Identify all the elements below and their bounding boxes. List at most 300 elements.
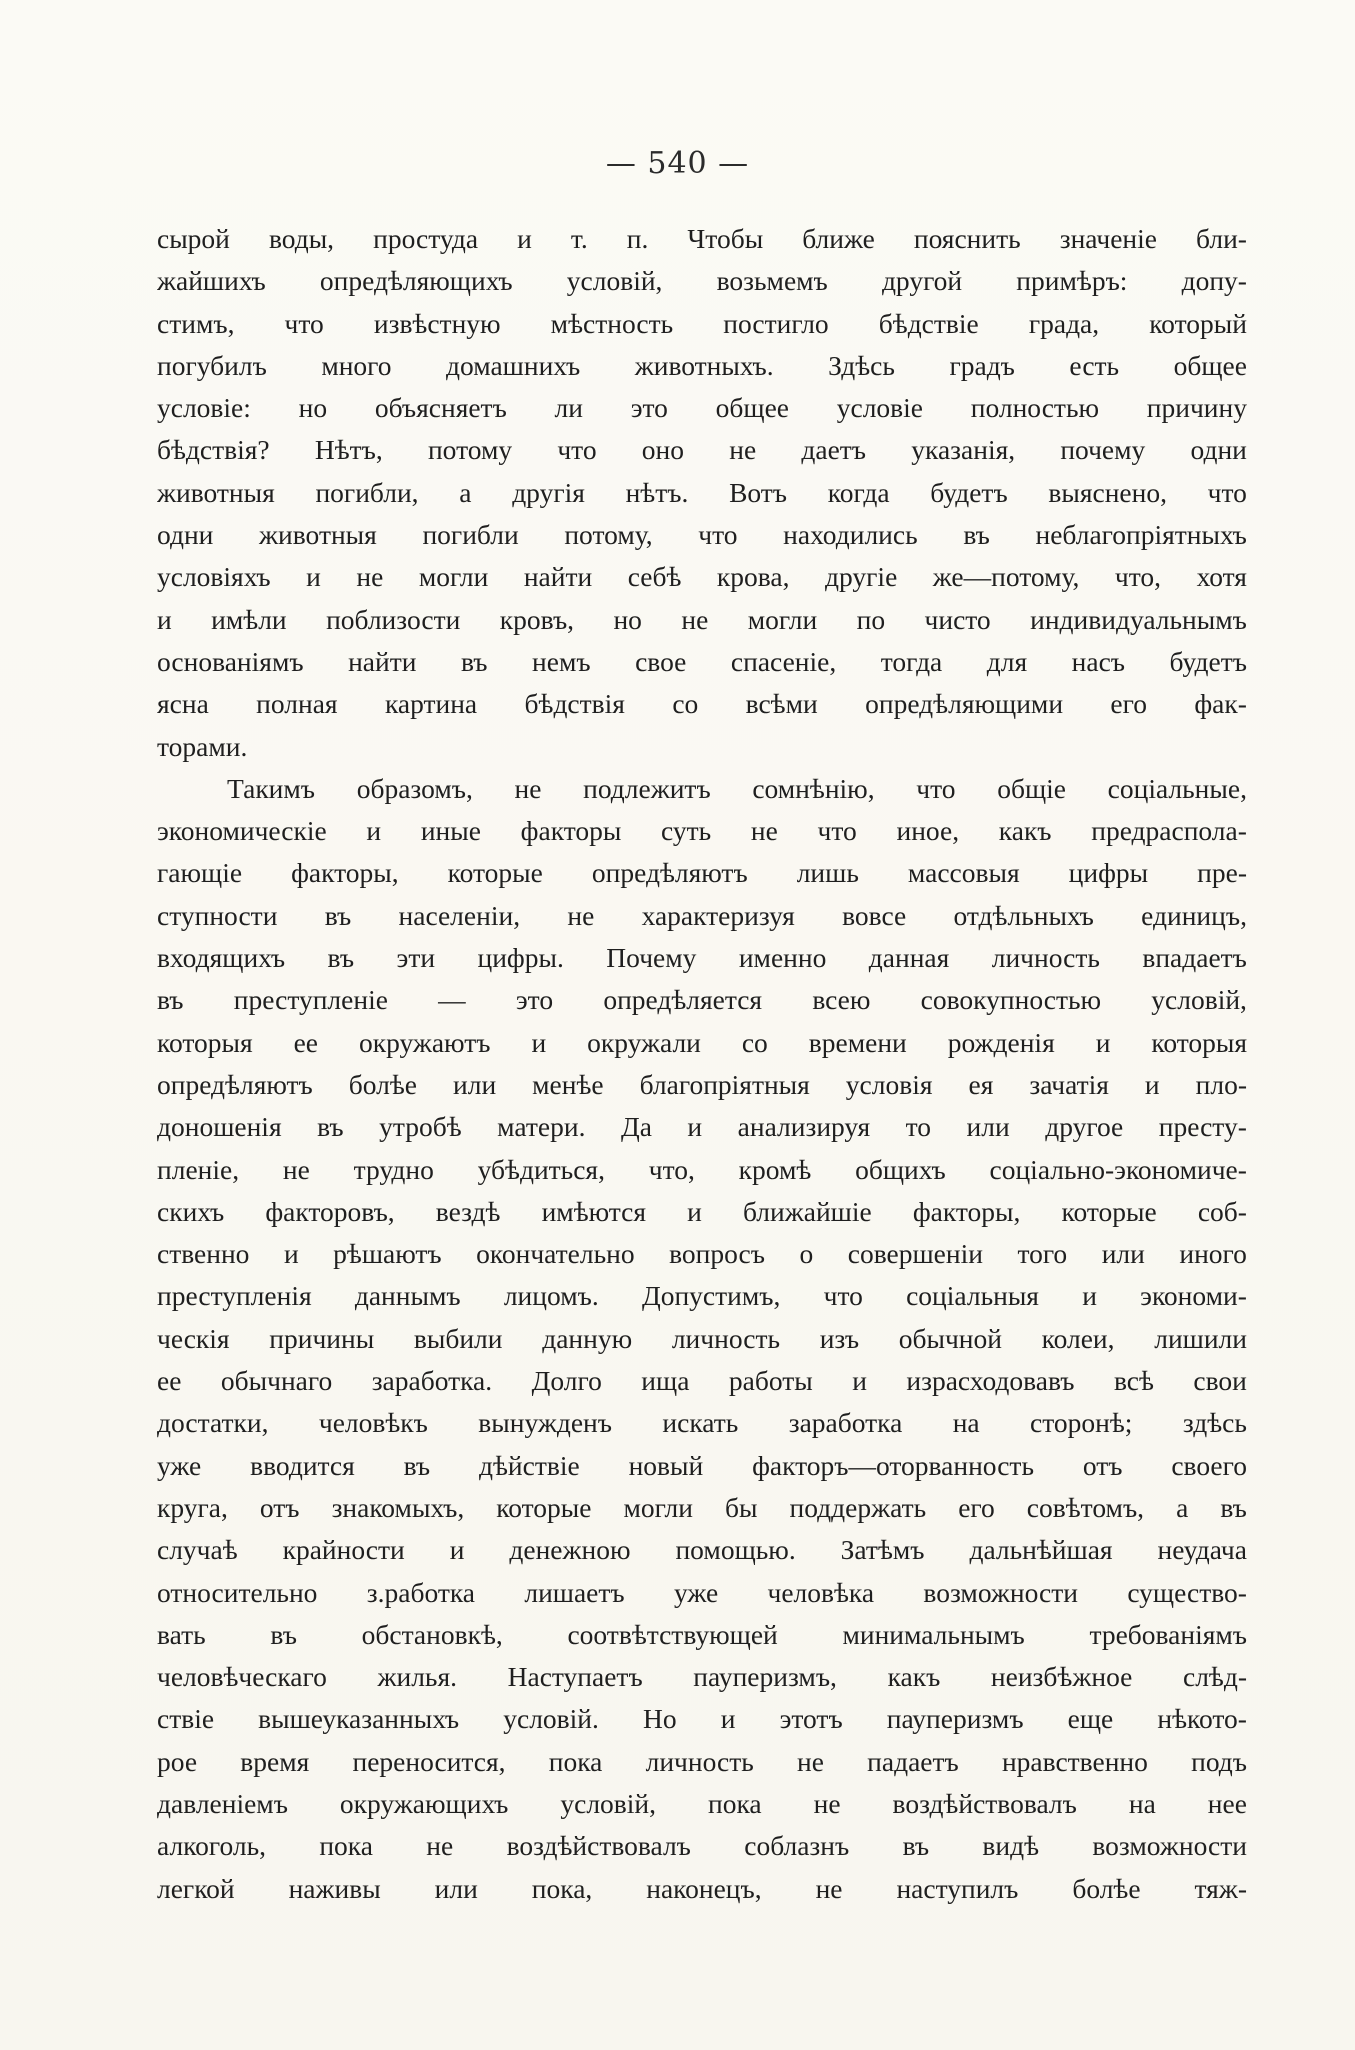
word: и — [306, 561, 321, 593]
word: условій. — [503, 1703, 599, 1735]
word: могли — [747, 603, 818, 635]
text-line — [157, 937, 1247, 979]
word: скихъ — [157, 1195, 225, 1227]
word: и — [852, 1365, 867, 1397]
word: вездѣ — [435, 1195, 501, 1227]
word: ближе — [802, 223, 875, 254]
word: на — [1128, 1787, 1156, 1819]
word: Почему — [606, 942, 697, 974]
word: домашнихъ — [446, 349, 581, 381]
word: Затѣмъ — [840, 1534, 925, 1566]
word: спасеніе, — [730, 645, 837, 677]
word: что — [1207, 476, 1247, 508]
word: входящихъ — [157, 942, 286, 974]
word: преступленія — [157, 1280, 312, 1312]
word: постигло — [723, 307, 829, 339]
word: ея — [968, 1068, 994, 1100]
word: характеризуя — [641, 899, 795, 931]
text-line — [157, 429, 1247, 471]
text-line — [157, 1656, 1247, 1698]
word: существо- — [1127, 1576, 1247, 1608]
word: извѣстную — [373, 307, 501, 339]
word: не — [681, 603, 709, 635]
word: а — [459, 476, 472, 508]
word: возможности — [923, 1576, 1078, 1608]
word: находились — [783, 519, 918, 551]
word: алкоголь, — [157, 1830, 267, 1862]
word: всею — [812, 984, 871, 1016]
word: кровъ, — [499, 603, 575, 635]
word: и — [687, 1111, 703, 1143]
word: видѣ — [982, 1830, 1040, 1862]
word: работы — [728, 1365, 813, 1397]
word: не — [356, 561, 384, 593]
word: переносится, — [352, 1745, 506, 1777]
word: ее — [293, 1026, 319, 1058]
word: что, — [1114, 561, 1162, 593]
word: падаетъ — [867, 1745, 959, 1777]
text-line — [157, 1149, 1247, 1191]
word: потому, — [564, 519, 653, 551]
word: поблизости — [326, 603, 461, 635]
word: въ — [157, 984, 184, 1016]
word: Чтобы — [687, 223, 764, 254]
word: личность — [671, 1322, 781, 1354]
text-line — [157, 683, 1247, 725]
word: не — [567, 899, 595, 931]
word: израсходовавъ — [906, 1365, 1075, 1397]
word: своего — [1171, 1449, 1247, 1481]
word: заработка — [788, 1407, 903, 1439]
word: бѣдствіе — [878, 307, 979, 339]
word: жайшихъ — [157, 265, 266, 297]
word: наступилъ — [896, 1872, 1019, 1904]
word: другой — [881, 265, 963, 297]
word: много — [321, 349, 392, 381]
word: и — [1095, 1026, 1111, 1058]
paragraph — [157, 768, 1247, 1910]
text-line — [157, 1360, 1247, 1402]
word: не — [729, 434, 757, 466]
word: отдѣльныхъ — [953, 899, 1094, 931]
word: причины — [269, 1322, 375, 1354]
word: обстановкѣ, — [361, 1618, 503, 1650]
word: данная — [868, 942, 950, 974]
word: погибли, — [315, 476, 419, 508]
word: доношенія — [157, 1111, 282, 1143]
word: факторъ—оторванность — [752, 1449, 1034, 1481]
word: стимъ, — [157, 307, 235, 339]
word: знакомыхъ, — [331, 1491, 465, 1523]
text-line — [157, 1868, 1247, 1910]
word: не — [514, 772, 542, 804]
word: найти — [523, 561, 593, 593]
page-number: — 540 — — [605, 146, 750, 181]
word: потому — [427, 434, 513, 466]
word: данную — [542, 1322, 633, 1354]
word: что — [916, 772, 956, 804]
word: подъ — [1191, 1745, 1247, 1777]
word: Нѣтъ, — [314, 434, 383, 466]
word: и — [157, 603, 172, 635]
word: убѣдиться, — [477, 1153, 605, 1185]
word: времени — [808, 1026, 907, 1058]
word: случаѣ — [157, 1534, 238, 1566]
word: выяснено, — [1048, 476, 1167, 508]
text-line — [157, 556, 1247, 598]
word: не — [797, 1745, 824, 1777]
word: рое — [157, 1745, 198, 1777]
word: условій, — [560, 1787, 657, 1819]
word: воздѣйствовалъ — [892, 1787, 1077, 1819]
word: болѣе — [1072, 1872, 1141, 1904]
word: п. — [626, 223, 649, 254]
word: полностью — [970, 392, 1100, 424]
word: обычнаго — [220, 1365, 333, 1397]
word: нее — [1207, 1787, 1247, 1819]
word: престу- — [1158, 1111, 1247, 1143]
word: индивидуальнымъ — [1030, 603, 1247, 635]
word: утробѣ — [379, 1111, 462, 1143]
word: что — [557, 434, 597, 466]
text-line — [157, 1445, 1247, 1487]
word: примѣръ: — [1016, 265, 1128, 297]
word: могли — [418, 561, 489, 593]
word: животныя — [157, 476, 275, 508]
word: тяж- — [1194, 1872, 1247, 1904]
text-line — [157, 1783, 1247, 1825]
word: личность — [645, 1745, 754, 1777]
text-line — [157, 1064, 1247, 1106]
word: которые — [447, 857, 543, 889]
word: но — [613, 603, 642, 635]
word: экономическіе — [157, 815, 327, 847]
word: со — [672, 688, 699, 720]
word: вынужденъ — [478, 1407, 612, 1439]
word: объясняетъ — [374, 392, 507, 424]
word: вышеуказанныхъ — [258, 1703, 460, 1735]
word: пауперизмъ, — [693, 1661, 837, 1693]
word: слѣд- — [1182, 1661, 1247, 1693]
body-text — [157, 218, 1247, 1910]
word: по — [856, 603, 886, 635]
text-line — [157, 472, 1247, 514]
word: въ — [403, 1449, 431, 1481]
word: и — [531, 1026, 547, 1058]
word: которыя — [1151, 1026, 1247, 1058]
word: пока, — [531, 1872, 593, 1904]
word: населеніи, — [398, 899, 521, 931]
word: оно — [641, 434, 685, 466]
word: пока — [548, 1745, 603, 1777]
word: одни — [1190, 434, 1247, 466]
word: воды, — [268, 223, 335, 254]
word: бѣдствія — [524, 688, 625, 720]
word: соціальные, — [1107, 772, 1247, 804]
word: даетъ — [801, 434, 867, 466]
word: всѣми — [745, 688, 818, 720]
word: менѣе — [532, 1068, 604, 1100]
word: неизбѣжное — [990, 1661, 1133, 1693]
word: или — [434, 1872, 478, 1904]
text-line — [157, 726, 1247, 768]
word: пре- — [1197, 857, 1247, 889]
word: относительно — [157, 1576, 318, 1608]
word: единицъ, — [1141, 899, 1247, 931]
word: помощью. — [675, 1534, 796, 1566]
word: какъ — [998, 815, 1052, 847]
word: общихъ — [855, 1153, 946, 1185]
word: Допустимъ, — [641, 1280, 781, 1312]
text-line — [157, 1106, 1247, 1148]
word: гающіе — [157, 857, 243, 889]
word: погубилъ — [157, 349, 267, 381]
word: сторонѣ; — [1030, 1407, 1133, 1439]
word: что — [284, 307, 324, 339]
word: ее — [157, 1365, 182, 1397]
word: значеніе — [1059, 223, 1157, 254]
word: неблагопріятныхъ — [1035, 519, 1247, 551]
word: преступленіе — [233, 984, 388, 1016]
word: вводится — [250, 1449, 355, 1481]
word: а — [1176, 1491, 1189, 1523]
word: уже — [157, 1449, 202, 1481]
word: воздѣйствовалъ — [506, 1830, 691, 1862]
word: то — [905, 1111, 932, 1143]
word: рѣшаютъ — [333, 1238, 442, 1270]
text-line — [157, 218, 1247, 260]
word: въ — [460, 645, 488, 677]
word: возможности — [1092, 1830, 1247, 1862]
word: совѣтомъ, — [1026, 1491, 1145, 1523]
word: опредѣляется — [603, 984, 763, 1016]
word: свое — [635, 645, 687, 677]
word: время — [240, 1745, 310, 1777]
text-line — [157, 979, 1247, 1021]
text-line — [157, 852, 1247, 894]
word: пло- — [1195, 1068, 1247, 1100]
word: и — [1144, 1068, 1160, 1100]
word: вать — [157, 1618, 206, 1650]
word: изъ — [819, 1322, 860, 1354]
word: фак- — [1194, 688, 1247, 720]
word: рожденія — [947, 1026, 1055, 1058]
word: общее — [715, 392, 790, 424]
text-line — [157, 1572, 1247, 1614]
word: пленіе, — [157, 1153, 240, 1185]
word: колеи, — [1041, 1322, 1115, 1354]
word: наживы — [288, 1872, 381, 1904]
word: кромѣ — [738, 1153, 812, 1185]
word: одни — [157, 519, 214, 551]
word: торами. — [157, 730, 248, 762]
word: могли — [623, 1491, 693, 1523]
word: простуда — [373, 223, 479, 254]
word: его — [1110, 688, 1147, 720]
word: Но — [643, 1703, 677, 1735]
word: трудно — [353, 1153, 434, 1185]
word: окончательно — [476, 1238, 635, 1270]
word: въ — [317, 1111, 344, 1143]
word: иного — [1179, 1238, 1247, 1270]
word: пояснить — [913, 223, 1021, 254]
word: Здѣсь — [828, 349, 895, 381]
word: здѣсь — [1182, 1407, 1247, 1439]
word: впадаетъ — [1142, 942, 1247, 974]
word: человѣкъ — [318, 1407, 428, 1439]
text-line — [157, 1233, 1247, 1275]
word: но — [298, 392, 328, 424]
word: градъ — [949, 349, 1015, 381]
word: нѣкото- — [1157, 1703, 1247, 1735]
word: соотвѣтствующей — [567, 1618, 778, 1650]
word: условіе — [836, 392, 924, 424]
word: совершеніи — [847, 1238, 983, 1270]
word: человѣка — [767, 1576, 875, 1608]
word: какъ — [887, 1661, 941, 1693]
word: минимальнымъ — [842, 1618, 1025, 1650]
word: или — [966, 1111, 1010, 1143]
word: этотъ — [779, 1703, 843, 1735]
text-line — [157, 514, 1247, 556]
word: что — [817, 815, 857, 847]
word: животныя — [259, 519, 377, 551]
text-line — [157, 895, 1247, 937]
word: крайности — [282, 1534, 405, 1566]
word: или — [453, 1068, 497, 1100]
word: имѣются — [541, 1195, 647, 1227]
word: отъ — [259, 1491, 300, 1523]
word: погибли — [422, 519, 519, 551]
word: и — [517, 223, 532, 254]
text-line — [157, 1698, 1247, 1740]
word: иные — [420, 815, 481, 847]
word: условіе: — [157, 392, 251, 424]
word: въ — [324, 899, 352, 931]
word: въ — [1220, 1491, 1247, 1523]
word: образомъ, — [356, 772, 473, 804]
word: себѣ — [627, 561, 682, 593]
text-line — [157, 1275, 1247, 1317]
word: сырой — [157, 223, 230, 254]
word: заработка. — [371, 1365, 493, 1397]
word: Вотъ — [729, 476, 788, 508]
text-line — [157, 1741, 1247, 1783]
word: со — [741, 1026, 768, 1058]
word: Да — [620, 1111, 652, 1143]
word: з.работка — [366, 1576, 476, 1608]
word: — — [438, 984, 466, 1016]
word: отъ — [1082, 1449, 1123, 1481]
word: бы — [725, 1491, 758, 1523]
word: подлежитъ — [583, 772, 711, 804]
word: не — [750, 815, 778, 847]
word: града, — [1028, 307, 1100, 339]
word: чисто — [924, 603, 991, 635]
text-line — [157, 1191, 1247, 1233]
word: дальнѣйшая — [969, 1534, 1113, 1566]
word: вовсе — [842, 899, 907, 931]
word: указанія, — [911, 434, 1016, 466]
text-line — [157, 641, 1247, 683]
word: полная — [256, 688, 338, 720]
word: человѣческаго — [157, 1661, 327, 1693]
word: факторовъ, — [265, 1195, 395, 1227]
word: факторы, — [291, 857, 399, 889]
word: условіяхъ — [157, 561, 271, 593]
word: немъ — [532, 645, 591, 677]
word: животныхъ. — [634, 349, 774, 381]
word: лицомъ. — [503, 1280, 599, 1312]
word: условій, — [1151, 984, 1247, 1016]
word: цифры. — [477, 942, 564, 974]
word: опредѣляютъ — [591, 857, 748, 889]
word: соціальныя — [906, 1280, 1039, 1312]
word: ступности — [157, 899, 278, 931]
word: вопросъ — [669, 1238, 765, 1270]
word: въ — [902, 1830, 930, 1862]
text-line — [157, 599, 1247, 641]
word: допу- — [1181, 265, 1247, 297]
word: и — [687, 1195, 702, 1227]
word: есть — [1069, 349, 1120, 381]
word: окружали — [587, 1026, 701, 1058]
word: въ — [327, 942, 355, 974]
word: матери. — [497, 1111, 586, 1143]
word: зачатія — [1029, 1068, 1109, 1100]
word: общее — [1173, 349, 1247, 381]
text-line — [157, 1614, 1247, 1656]
word: и — [720, 1703, 736, 1735]
word: условій, — [566, 265, 663, 297]
word: не — [813, 1787, 841, 1819]
word: о — [799, 1238, 814, 1270]
word: причину — [1146, 392, 1247, 424]
word: новый — [628, 1449, 704, 1481]
word: эти — [396, 942, 436, 974]
word: факторы, — [912, 1195, 1021, 1227]
word: бѣдствія? — [157, 434, 270, 466]
word: окружающихъ — [339, 1787, 509, 1819]
word: соблазнъ — [744, 1830, 850, 1862]
paragraph — [157, 218, 1247, 768]
word: окружаютъ — [358, 1026, 491, 1058]
text-line — [157, 1487, 1247, 1529]
word: обычной — [898, 1322, 1002, 1354]
word: пока — [708, 1787, 762, 1819]
word: суть — [661, 815, 712, 847]
word: пока — [319, 1830, 373, 1862]
text-line — [157, 345, 1247, 387]
text-line — [157, 303, 1247, 345]
word: того — [1017, 1238, 1068, 1270]
word: сомнѣнію, — [752, 772, 875, 804]
word: крова, — [716, 561, 790, 593]
word: что — [698, 519, 738, 551]
word: совокупностью — [920, 984, 1102, 1016]
word: и — [366, 815, 382, 847]
word: нравственно — [1001, 1745, 1148, 1777]
word: и — [1082, 1280, 1097, 1312]
word: искать — [662, 1407, 739, 1439]
word: хотя — [1196, 561, 1247, 593]
word: бли- — [1196, 223, 1247, 254]
word: не — [282, 1153, 310, 1185]
word: массовыя — [907, 857, 1020, 889]
word: уже — [673, 1576, 719, 1608]
word: общіе — [997, 772, 1066, 804]
word: денежною — [509, 1534, 631, 1566]
